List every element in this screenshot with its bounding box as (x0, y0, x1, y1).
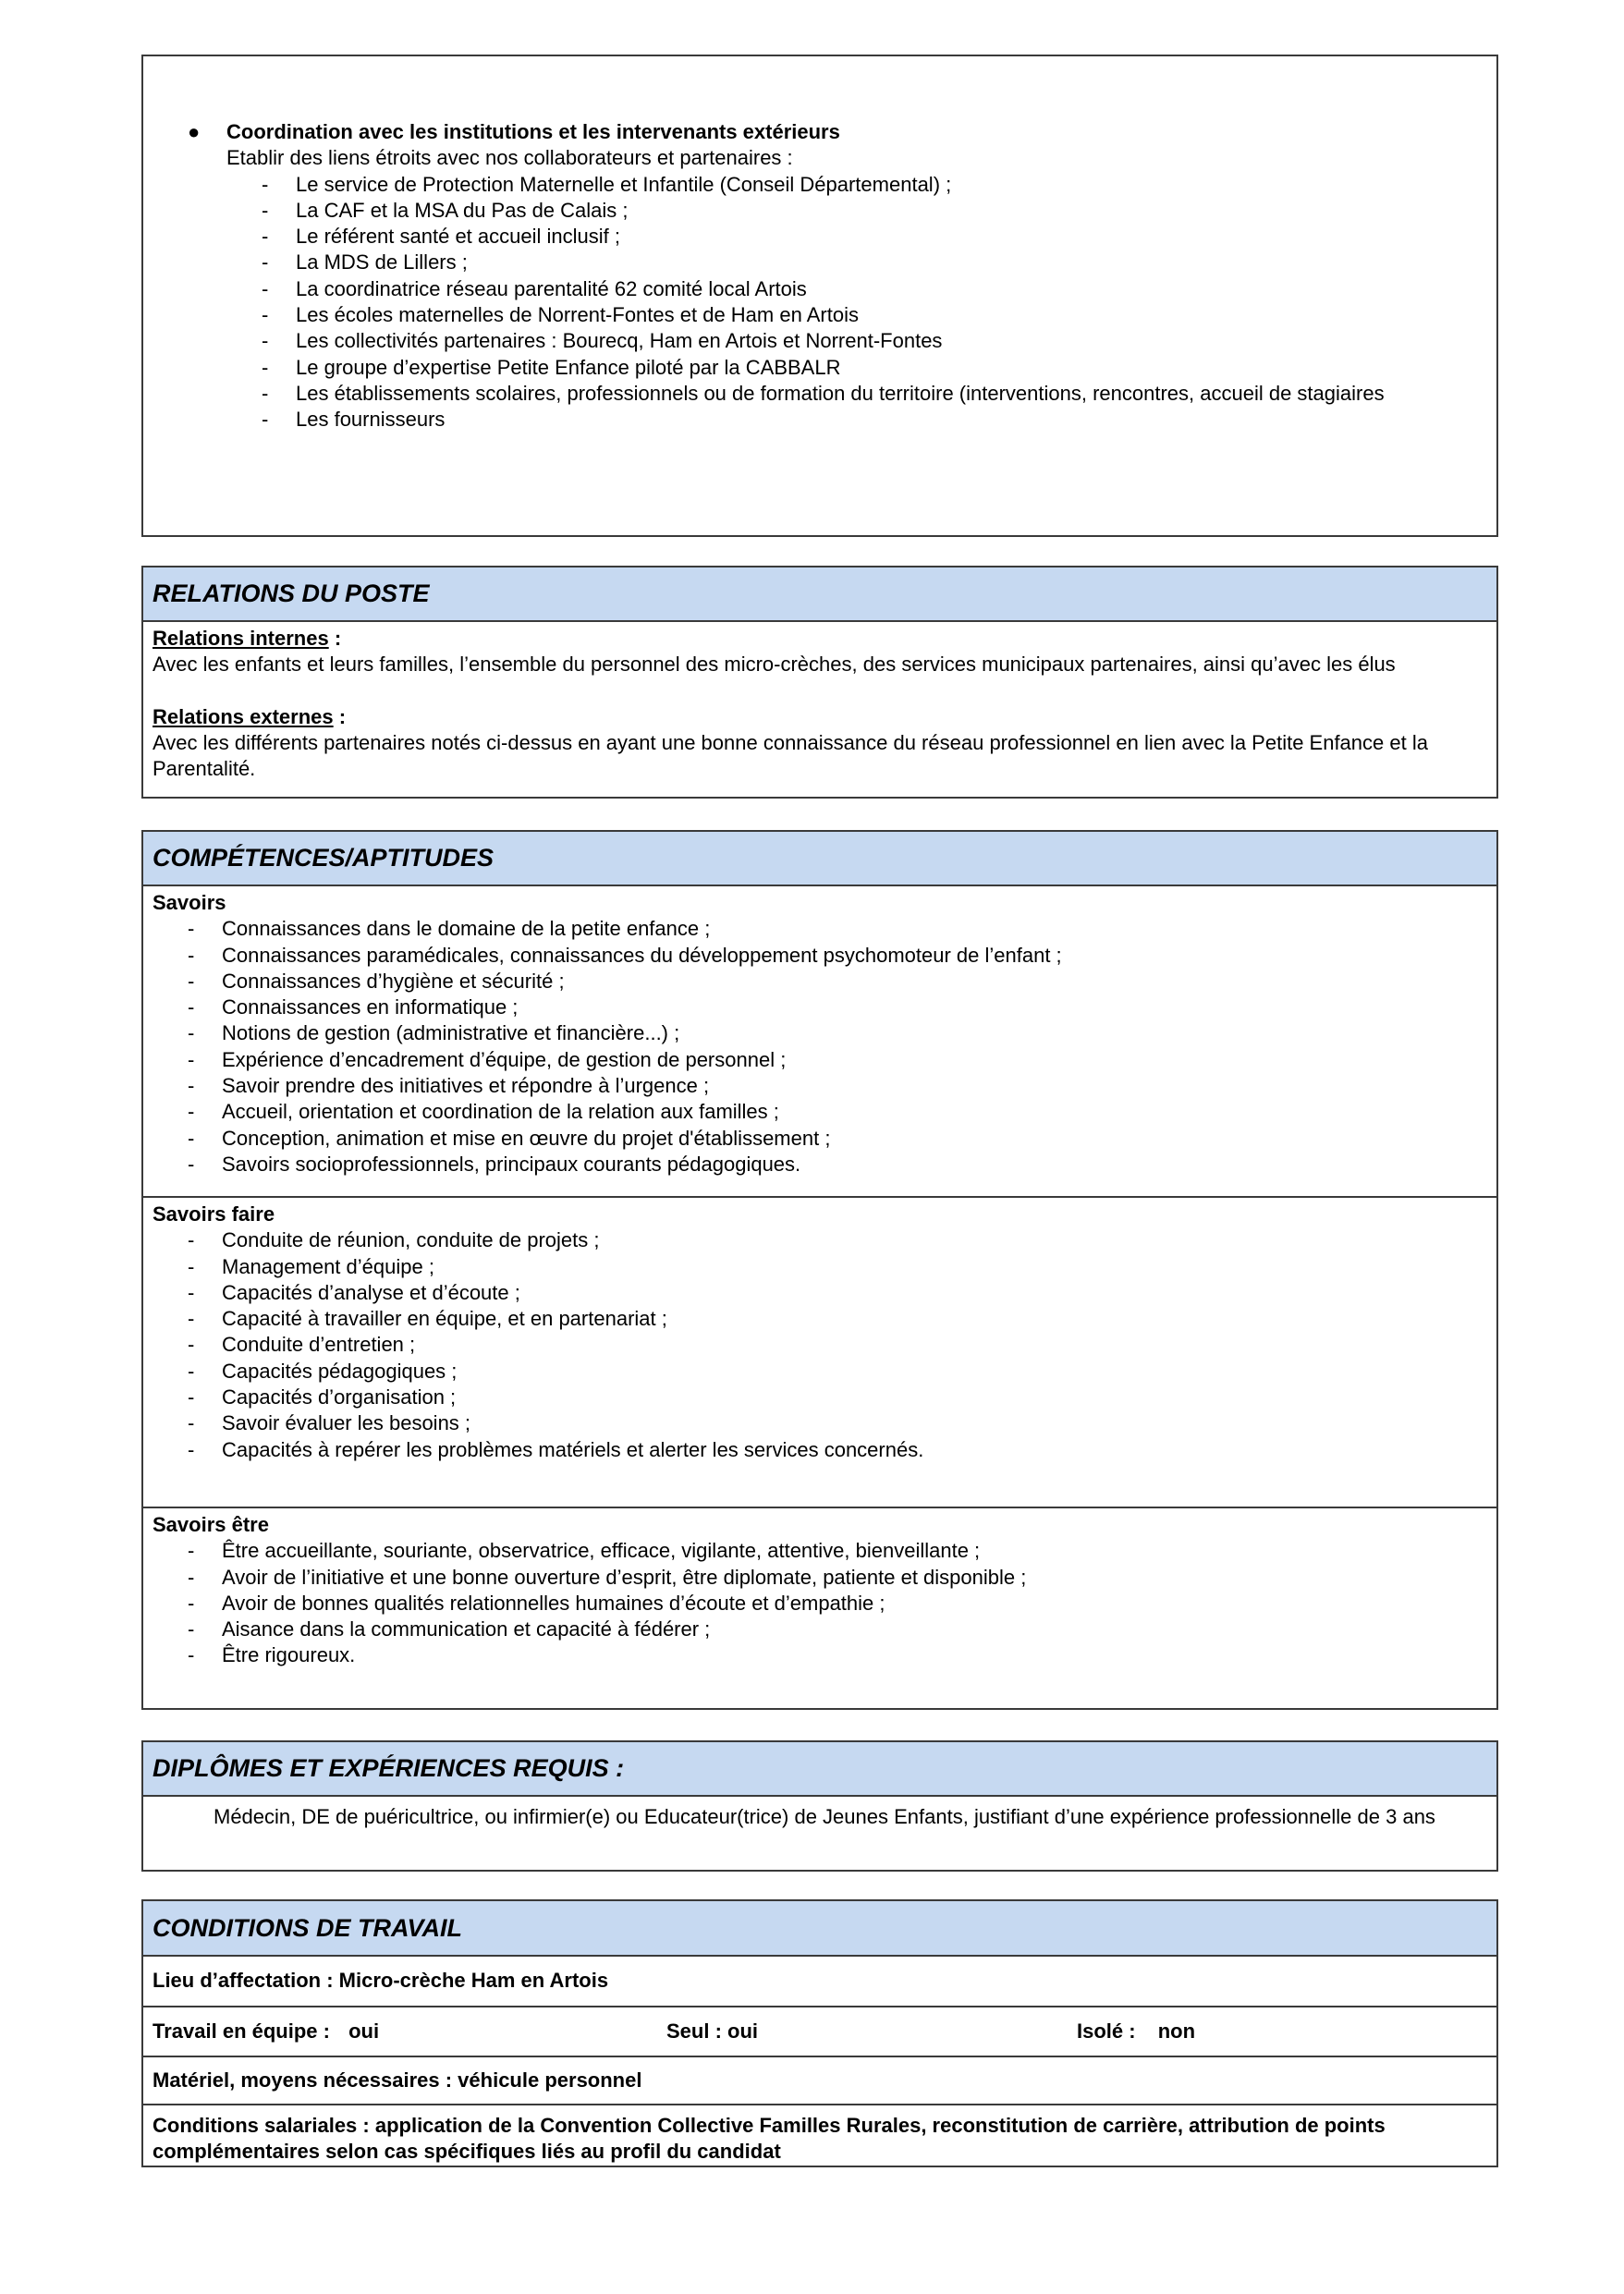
equipe-field (153, 2019, 379, 2044)
external-relations-sep: : (333, 704, 347, 728)
list-item: - Être rigoureux. (153, 1642, 1487, 1668)
equipe-value: oui (348, 2019, 380, 2043)
isole-field (1077, 2019, 1195, 2044)
seul-label: Seul : (666, 2019, 722, 2043)
savoirs-title: Savoirs (153, 891, 226, 914)
list-item: - Savoir évaluer les besoins ; (153, 1410, 1487, 1436)
list-item: - Les établissements scolaires, professionnels ou de formation du territoire (interventions, rencontres, accueil de stagiaires (226, 381, 1487, 407)
list-item: - Expérience d’encadrement d’équipe, de gestion de personnel ; (153, 1047, 1487, 1073)
list-item: - Accueil, orientation et coordination de la relation aux familles ; (153, 1099, 1487, 1125)
relations-header: RELATIONS DU POSTE (143, 567, 1496, 622)
list-item: - Être accueillante, souriante, observatrice, efficace, vigilante, attentive, bienveillante ; (153, 1538, 1487, 1564)
list-item: - Notions de gestion (administrative et financière...) ; (153, 1020, 1487, 1046)
work-mode-row (143, 2006, 1496, 2056)
materiel: Matériel, moyens nécessaires : véhicule personnel (153, 2068, 642, 2092)
diplomes-box (141, 1740, 1498, 1872)
list-item: - Savoir prendre des initiatives et répondre à l’urgence ; (153, 1073, 1487, 1099)
savoirs-etre-title: Savoirs être (153, 1513, 269, 1536)
conditions-header: CONDITIONS DE TRAVAIL (143, 1901, 1496, 1957)
savoirs-cell (143, 886, 1496, 1196)
salaire: Conditions salariales : application de la Convention Collective Familles Rurales, reconstitution de carrière, attribution de points complémentaires selon cas spécifiques liés au profil du candidat (153, 2114, 1386, 2164)
list-item: - Connaissances en informatique ; (153, 994, 1487, 1020)
list-item: - Aisance dans la communication et capacité à fédérer ; (153, 1617, 1487, 1642)
equipe-label: Travail en équipe : (153, 2019, 330, 2043)
list-item: - Connaissances paramédicales, connaissances du développement psychomoteur de l’enfant ; (153, 943, 1487, 969)
savoirs-list (153, 916, 1487, 1178)
competences-header: COMPÉTENCES/APTITUDES (143, 832, 1496, 886)
internal-relations-text: Avec les enfants et leurs familles, l’ensemble du personnel des micro-crèches, des services municipaux partenaires, ainsi qu’avec les élus (153, 653, 1396, 677)
external-relations-text: Avec les différents partenaires notés ci-dessus en ayant une bonne connaissance du réseau professionnel en lien avec la Petite Enfance et la Parentalité. (153, 730, 1428, 781)
list-item: - Conception, animation et mise en œuvre du projet d'établissement ; (153, 1126, 1487, 1152)
diplomes-text: Médecin, DE de puéricultrice, ou infirmier(e) ou Educateur(trice) de Jeunes Enfants, justifiant d’une expérience professionnelle de 3 ans (214, 1805, 1435, 1828)
list-item: - Savoirs socioprofessionnels, principaux courants pédagogiques. (153, 1152, 1487, 1178)
relations-box (141, 566, 1498, 799)
external-relations-label: Relations externes (153, 704, 334, 728)
salaire-row (143, 2104, 1496, 2166)
list-item: - Management d’équipe ; (153, 1254, 1487, 1280)
internal-relations-sep: : (328, 627, 342, 650)
savoirs-etre-list (153, 1538, 1487, 1668)
list-item: - Conduite d’entretien ; (153, 1332, 1487, 1358)
isole-value: non (1157, 2019, 1196, 2043)
coordination-intro: Etablir des liens étroits avec nos collaborateurs et partenaires : (226, 146, 793, 170)
internal-relations-label: Relations internes (153, 627, 329, 650)
partners-list (226, 172, 1487, 433)
list-item: - Capacités d’organisation ; (153, 1385, 1487, 1410)
list-item: - Connaissances dans le domaine de la petite enfance ; (153, 916, 1487, 942)
list-item: - Le service de Protection Maternelle et Infantile (Conseil Départemental) ; (226, 172, 1487, 198)
list-item: - Capacités pédagogiques ; (153, 1359, 1487, 1385)
list-item: - Avoir de bonnes qualités relationnelles humaines d’écoute et d’empathie ; (153, 1591, 1487, 1617)
coordination-title: Coordination avec les institutions et les intervenants extérieurs (226, 120, 840, 143)
conditions-box (141, 1899, 1498, 2167)
lieu-affectation-row (143, 1957, 1496, 2006)
external-relations-heading (153, 704, 1487, 730)
materiel-row (143, 2056, 1496, 2104)
list-item: - Capacités d’analyse et d’écoute ; (153, 1280, 1487, 1306)
list-item: - Capacité à travailler en équipe, et en partenariat ; (153, 1306, 1487, 1332)
relations-content (143, 622, 1496, 782)
list-item: - Avoir de l’initiative et une bonne ouverture d’esprit, être diplomate, patiente et disponible ; (153, 1565, 1487, 1591)
spacer (153, 678, 1487, 704)
savoirs-faire-list (153, 1227, 1487, 1463)
list-item: - La MDS de Lillers ; (226, 250, 1487, 275)
list-item: - Connaissances d’hygiène et sécurité ; (153, 969, 1487, 994)
seul-field (666, 2019, 758, 2044)
list-item: - Le référent santé et accueil inclusif ; (226, 224, 1487, 250)
isole-label: Isolé : (1077, 2019, 1136, 2043)
bullet-dot-icon: ● (188, 120, 201, 143)
list-item: - Le groupe d’expertise Petite Enfance piloté par la CABBALR (226, 355, 1487, 381)
coordination-bullet-item (188, 119, 1487, 172)
lieu-affectation: Lieu d’affectation : Micro-crèche Ham en Artois (153, 1969, 609, 1993)
list-item: - Conduite de réunion, conduite de projets ; (153, 1227, 1487, 1253)
list-item: - Capacités à repérer les problèmes matériels et alerter les services concernés. (153, 1437, 1487, 1463)
list-item: - La CAF et la MSA du Pas de Calais ; (226, 198, 1487, 224)
internal-relations-heading (153, 626, 1487, 652)
coordination-section (188, 119, 1487, 433)
savoirs-faire-title: Savoirs faire (153, 1202, 275, 1226)
seul-value: oui (727, 2019, 759, 2043)
list-item: - Les fournisseurs (226, 407, 1487, 433)
savoirs-faire-cell (143, 1196, 1496, 1507)
list-item: - Les écoles maternelles de Norrent-Fontes et de Ham en Artois (226, 302, 1487, 328)
list-item: - Les collectivités partenaires : Bourecq, Ham en Artois et Norrent-Fontes (226, 328, 1487, 354)
savoirs-etre-cell (143, 1507, 1496, 1708)
coordination-box (141, 55, 1498, 537)
diplomes-header: DIPLÔMES ET EXPÉRIENCES REQUIS : (143, 1742, 1496, 1797)
list-item: - La coordinatrice réseau parentalité 62 comité local Artois (226, 276, 1487, 302)
competences-box (141, 830, 1498, 1710)
